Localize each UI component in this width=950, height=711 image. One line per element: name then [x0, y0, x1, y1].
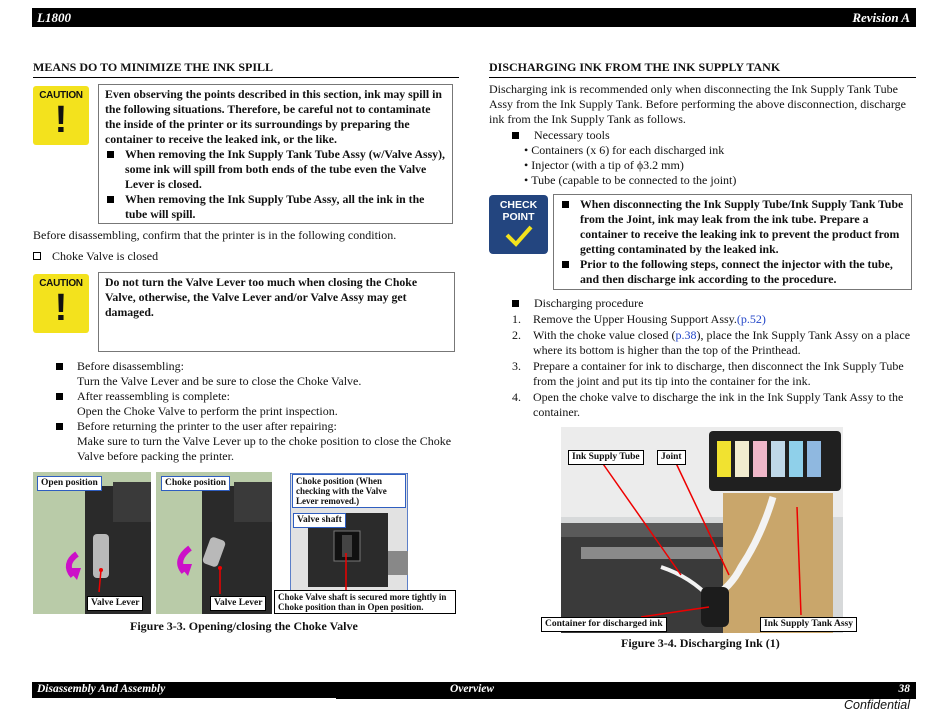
photo-discharging-ink: [561, 427, 843, 633]
check-point-box: [553, 194, 912, 290]
caution-box-1: [98, 84, 453, 224]
procedure-step: 3. Prepare a container for ink to discharge, then disconnect the Ink Supply Tube from the joint and put its tip into the container for the ink.: [512, 359, 904, 388]
right-section-title: DISCHARGING INK FROM THE INK SUPPLY TANK: [489, 60, 916, 78]
bullet-icon: [512, 300, 519, 307]
footer-section: Disassembly And Assembly: [37, 683, 166, 695]
caution-item: When removing the Ink Supply Tank Tube Assy (w/Valve Assy), some ink will spill from both ends of the tube even the Valve Lever is closed.: [105, 147, 446, 192]
header-bar: [32, 8, 916, 27]
tool-item: • Injector (with a tip of ϕ3.2 mm): [524, 158, 684, 172]
check-item: Prior to the following steps, connect the injector with the tube, and then discharge ink according to the procedure.: [560, 257, 905, 287]
model-name: L1800: [37, 10, 71, 25]
photo-valve-shaft: [290, 473, 408, 593]
bullet-icon: [56, 363, 63, 370]
procedure-step: 1. Remove the Upper Housing Support Assy.(p.52): [512, 312, 766, 326]
photo-open-position: [33, 472, 151, 614]
revision: Revision A: [852, 10, 910, 25]
page-link[interactable]: (p.52): [736, 312, 766, 326]
caution-text: Do not turn the Valve Lever too much when closing the Choke Valve, otherwise, the Valve Lever and/or Valve Assy may get damaged.: [105, 275, 418, 319]
bullet-icon: [56, 423, 63, 430]
caution-icon: CAUTION !: [33, 274, 89, 333]
step-item: Before disassembling: Turn the Valve Lever and be sure to close the Choke Valve.: [56, 359, 456, 389]
page-link[interactable]: p.38: [675, 328, 697, 342]
choke-position-label: Choke position: [161, 476, 230, 491]
figure-caption-3-4: Figure 3-4. Discharging Ink (1): [621, 636, 780, 650]
tank-assy-label: Ink Supply Tank Assy: [760, 617, 857, 632]
page-number: 38: [898, 683, 910, 695]
footer-bar: [32, 682, 916, 698]
bullet-icon: [512, 132, 519, 139]
photo-choke-position: [156, 472, 272, 614]
caution-intro: Even observing the points described in this section, ink may spill in the following situations. Therefore, be careful not to contaminate the inside of the printer or its surroundings by preparing the container to receive the leaked ink, or the like.: [105, 87, 442, 146]
joint-label: Joint: [657, 450, 686, 465]
step-item: After reassembling is complete: Open the Choke Valve to perform the print inspection.: [56, 389, 456, 419]
confidential-line: [336, 698, 916, 711]
caution-item: When removing the Ink Supply Tube Assy, all the ink in the tube will spill.: [105, 192, 446, 222]
bullet-icon: [56, 393, 63, 400]
open-position-label: Open position: [37, 476, 102, 491]
confidential-label: Confidential: [843, 698, 910, 711]
before-text: Before disassembling, confirm that the printer is in the following condition.: [33, 228, 397, 242]
shaft-note-label: Choke Valve shaft is secured more tightly in Choke position than in Open position.: [274, 590, 456, 614]
procedure-step: 4. Open the choke valve to discharge the ink in the Ink Supply Tank Assy to the container.: [512, 390, 904, 419]
valve-lever-label: Valve Lever: [87, 596, 143, 611]
container-label: Container for discharged ink: [541, 617, 667, 632]
check-point-icon: CHECK POINT: [489, 195, 548, 254]
caution-box-2: [98, 272, 455, 352]
tool-item: • Containers (x 6) for each discharged ink: [524, 143, 725, 157]
left-section-title: MEANS DO TO MINIMIZE THE INK SPILL: [33, 60, 459, 78]
step-item: Before returning the printer to the user after repairing: Make sure to turn the Valve Lever up to the choke position to close the Choke Valve before packing the printer.: [56, 419, 460, 464]
discharge-intro: Discharging ink is recommended only when disconnecting the Ink Supply Tank Tube Assy from the Ink Supply Tank. Before performing the above disconnection, discharge ink from the Ink Supply Tank as follows.: [489, 82, 906, 126]
procedure-step: 2. With the choke value closed (p.38), place the Ink Supply Tank Assy on a place where its bottom is higher than the top of the Printhead.: [512, 328, 911, 357]
tools-head: Necessary tools: [512, 128, 912, 143]
figure-caption-3-3: Figure 3-3. Opening/closing the Choke Valve: [130, 619, 358, 633]
caution-icon: CAUTION !: [33, 86, 89, 145]
valve-shaft-label: Valve shaft: [293, 513, 346, 528]
footer-chapter: Overview: [450, 683, 495, 695]
choke-note-label: Choke position (When checking with the Valve Lever removed.): [292, 474, 406, 508]
ink-supply-tube-label: Ink Supply Tube: [568, 450, 644, 465]
condition-item: Choke Valve is closed: [33, 249, 459, 264]
valve-lever-label: Valve Lever: [210, 596, 266, 611]
check-item: When disconnecting the Ink Supply Tube/Ink Supply Tank Tube from the Joint, ink may leak from the ink tube. Prepare a container to receive the leaking ink to prevent the product from getting contaminated by the leaked ink.: [560, 197, 905, 257]
checkbox-icon: [33, 252, 41, 260]
tool-item: • Tube (capable to be connected to the joint): [524, 173, 737, 187]
procedure-head: Discharging procedure: [512, 296, 912, 311]
